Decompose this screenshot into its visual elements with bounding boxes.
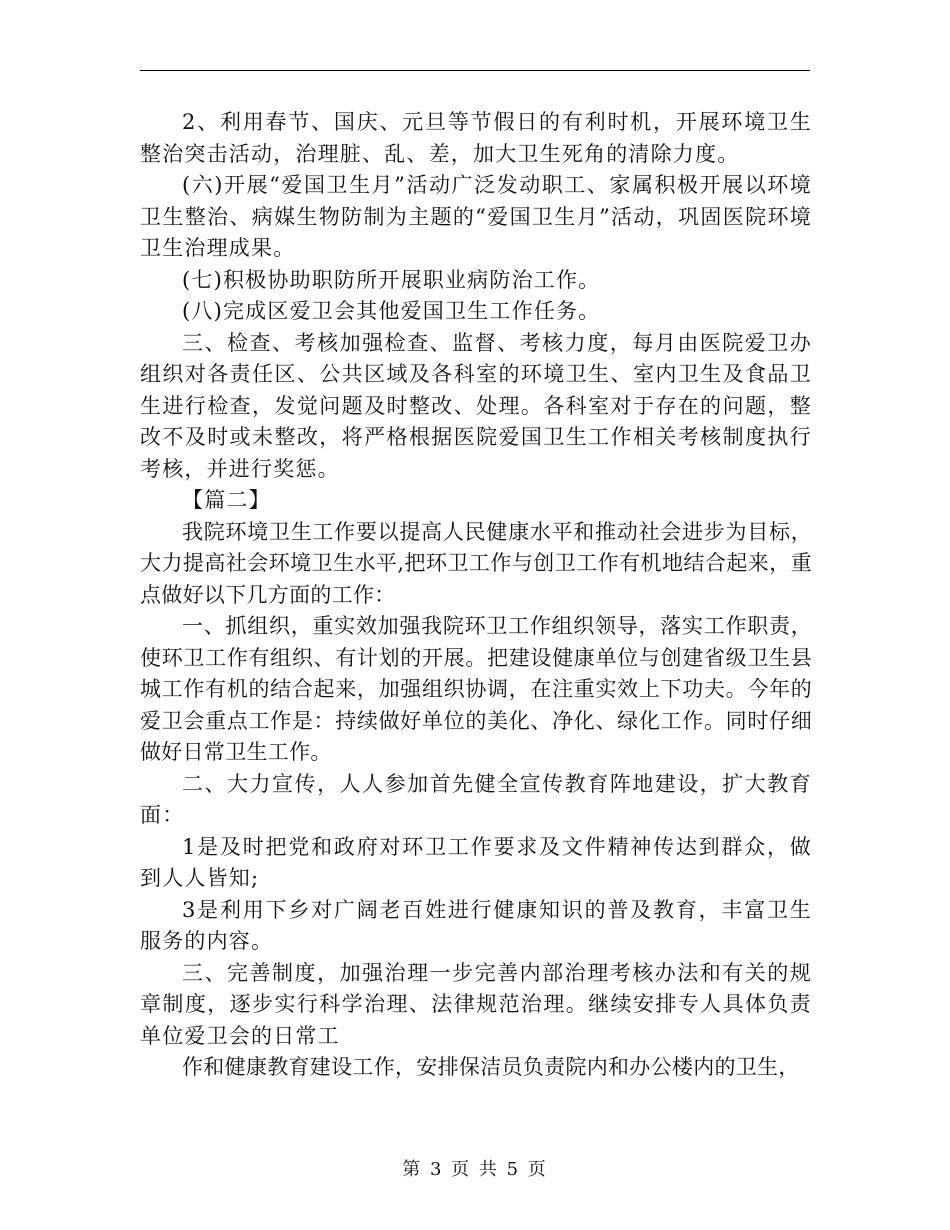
paragraph-11: 3是利用下乡对广阔老百姓进行健康知识的普及教育，丰富卫生服务的内容。 — [140, 897, 812, 953]
header-rule — [140, 70, 810, 71]
paragraph-3: (七)积极协助职防所开展职业病防治工作。 — [182, 267, 601, 292]
paragraph-7: 我院环境卫生工作要以提高人民健康水平和推动社会进步为目标，大力提高社会环境卫生水平,把环卫工作与创卫工作有机地结合起来，重点做好以下几方面的工作： — [140, 519, 812, 607]
paragraph-10: 1是及时把党和政府对环卫工作要求及文件精神传达到群众，做到人人皆知; — [140, 834, 812, 890]
page-number-footer: 第 3 页 共 5 页 — [402, 1159, 548, 1180]
paragraph-9: 二、大力宣传，人人参加首先健全宣传教育阵地建设，扩大教育面： — [140, 771, 812, 827]
section-heading: 【篇二】 — [182, 488, 271, 512]
paragraph-13: 作和健康教育建设工作，安排保洁员负责院内和办公楼内的卫生， — [182, 1055, 800, 1079]
paragraph-1: 2、利用春节、国庆、元旦等节假日的有利时机，开展环境卫生整治突击活动，治理脏、乱、差，加大卫生死角的清除力度。 — [140, 110, 812, 166]
paragraph-2: (六)开展“爱国卫生月”活动广泛发动职工、家属积极开展以环境卫生整治、病媒生物防制为主题的“爱国卫生月”活动，巩固医院环境卫生治理成果。 — [140, 173, 812, 260]
paragraph-12: 三、完善制度，加强治理一步完善内部治理考核办法和有关的规章制度，逐步实行科学治理、法律规范治理。继续安排专人具体负责单位爱卫会的日常工 — [140, 960, 812, 1048]
paragraph-4: (八)完成区爱卫会其他爱国卫生工作任务。 — [182, 299, 601, 323]
paragraph-5: 三、检查、考核加强检查、监督、考核力度，每月由医院爱卫办组织对各责任区、公共区域及各科室的环境卫生、室内卫生及食品卫生进行检查，发觉问题及时整改、处理。各科室对于存在的问题，整改不及时或未整改，将严格根据医院爱国卫生工作相关考核制度执行考核，并进行奖惩。 — [140, 330, 812, 481]
paragraph-8: 一、抓组织，重实效加强我院环卫工作组织领导，落实工作职责，使环卫工作有组织、有计划的开展。把建设健康单位与创建省级卫生县城工作有机的结合起来，加强组织协调，在注重实效上下功夫。今年的爱卫会重点工作是：持续做好单位的美化、净化、绿化工作。同时仔细做好日常卫生工作。 — [140, 614, 812, 764]
document-body — [140, 107, 812, 1084]
